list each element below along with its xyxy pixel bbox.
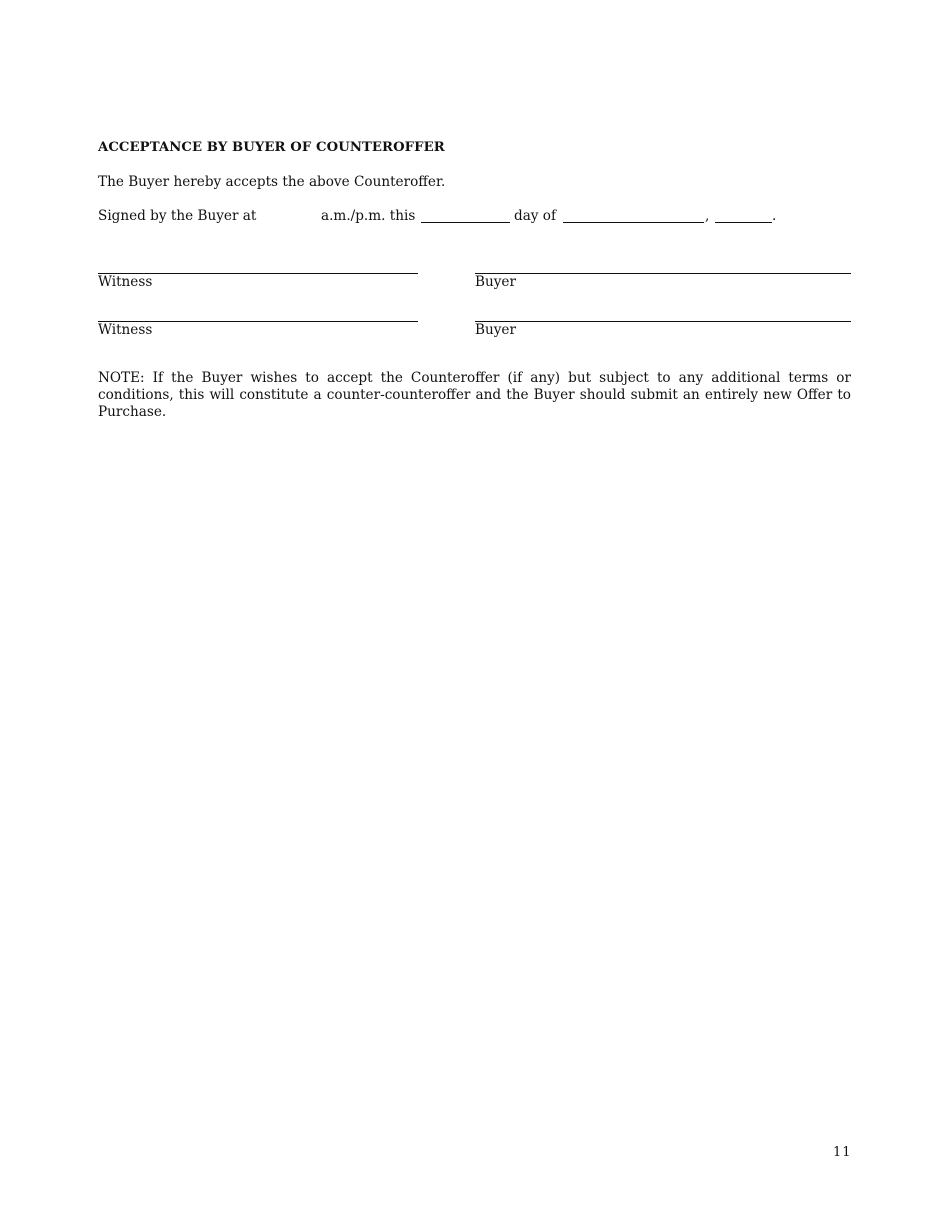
signed-date-line [98,208,858,228]
section-heading: ACCEPTANCE BY BUYER OF COUNTEROFFER [98,140,445,155]
signed-prefix-label: Signed by the Buyer at [98,208,257,224]
buyer-label-1: Buyer [475,274,516,290]
note-paragraph: NOTE: If the Buyer wishes to accept the Counteroffer (if any) but subject to any additional terms or conditions, this will constitute a counter-counteroffer and the Buyer should submit an entirely new Offer to Purchase. [98,370,851,420]
acceptance-statement: The Buyer hereby accepts the above Counteroffer. [98,174,446,190]
page-number: 11 [833,1145,852,1160]
buyer-label-2: Buyer [475,322,516,338]
ampm-label: a.m./p.m. this [321,208,416,224]
comma-separator: , [705,208,710,224]
day-of-label: day of [514,208,557,224]
period-mark: . [772,208,777,224]
buyer-signature-line-2[interactable] [475,321,851,322]
witness-label-2: Witness [98,322,153,338]
witness-label-1: Witness [98,274,153,290]
year-field[interactable] [715,208,772,223]
buyer-signature-line-1[interactable] [475,273,851,274]
month-field[interactable] [563,208,704,223]
time-field[interactable] [263,208,318,222]
day-field[interactable] [421,208,510,223]
